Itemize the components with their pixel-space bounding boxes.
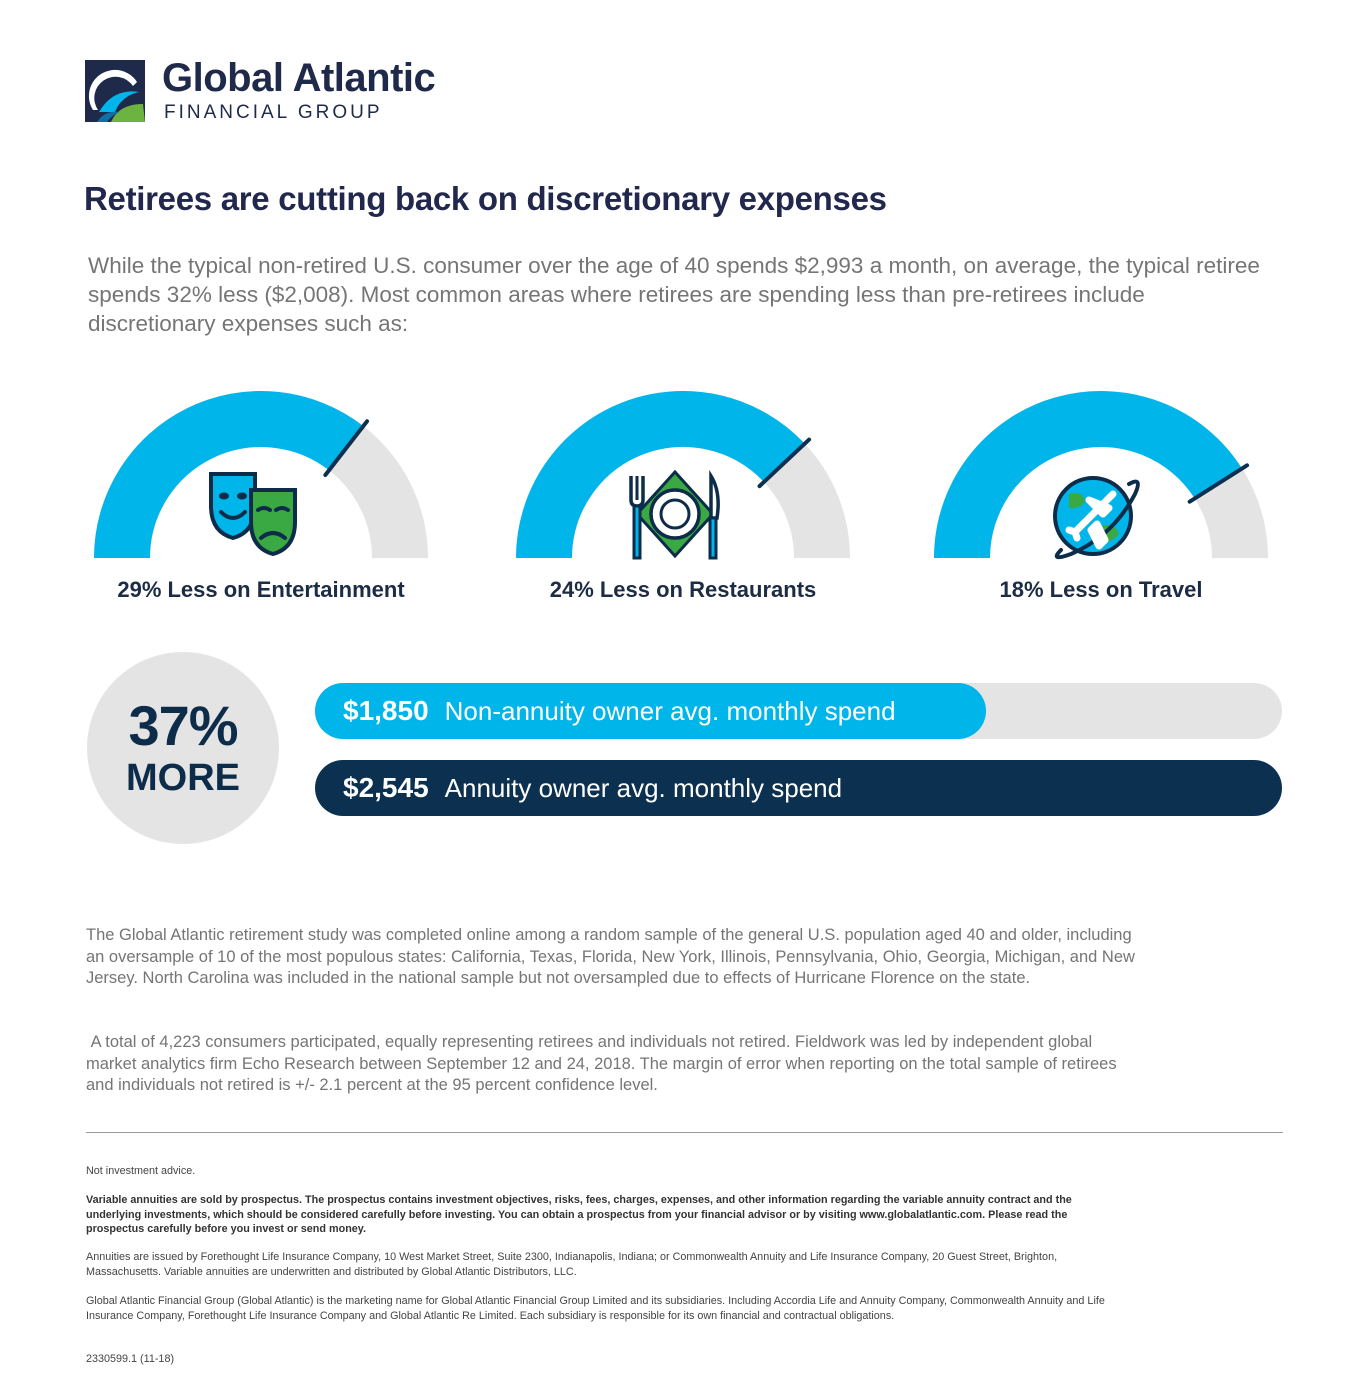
theater-masks-icon xyxy=(203,466,303,566)
methodology-paragraph: The Global Atlantic retirement study was completed online among a random sample of the general U.S. population aged 40 and older, including an oversample of 10 of the most populous states: California, Texas, Florida, New York, Illinois, Pennsylvania, Ohio, Georgia, Michigan, and New Jersey. North Carolina was included in the national sample but not oversampled due to effects of Hurricane Florence on the state. xyxy=(86,926,1135,987)
gauge-travel xyxy=(928,388,1274,618)
percent-more-value: 37% xyxy=(128,694,238,757)
disclosure-marketing-text: Global Atlantic Financial Group (Global Atlantic) is the marketing name for Global Atlantic Financial Group Limited and its subsidiaries. Including Accordia Life and Annuity Company, Commonwealth Annuity and Life Insurance Company, Forethought Life Insurance Company and Global Atlantic Re Limited. Each subsidiary is responsible for its own financial and contractual obligations. xyxy=(86,1295,1105,1322)
gauge-restaurants xyxy=(510,388,856,618)
brand-name: Global Atlantic xyxy=(162,56,436,100)
bar-value-label: $2,545 xyxy=(343,772,429,803)
globe-airplane-icon xyxy=(1043,466,1143,566)
disclosure-issuer-text: Annuities are issued by Forethought Life Insurance Company, 10 West Market Street, Suite 2300, Indianapolis, Indiana; or Commonwealth Annuity and Life Insurance Company, 20 Guest Street, Brighton, Massachusetts. Variable annuities are underwritten and distributed by Global Atlantic Distributors, LLC. xyxy=(86,1251,1058,1278)
divider xyxy=(86,1132,1283,1133)
non-annuity-bar-track xyxy=(315,683,1282,739)
bar-category-label: Non-annuity owner avg. monthly spend xyxy=(444,696,896,726)
plate-and-cutlery-icon xyxy=(625,466,725,566)
gauge-label: 18% Less on Travel xyxy=(999,577,1203,602)
brand-logo xyxy=(85,56,505,124)
percent-more-badge xyxy=(87,652,279,844)
percent-more-word: MORE xyxy=(126,757,240,799)
gauge-label: 24% Less on Restaurants xyxy=(549,577,817,602)
document-code: 2330599.1 (11-18) xyxy=(86,1353,175,1365)
page-title: Retirees are cutting back on discretionary expenses xyxy=(84,180,887,217)
bar-value-label: $1,850 xyxy=(343,695,429,726)
wave-logo-icon xyxy=(85,60,145,122)
methodology-paragraph: A total of 4,223 consumers participated, equally representing retirees and individuals not retired. Fieldwork was led by independent global market analytics firm Echo Research between September 12 and 24, 2018. The margin of error when reporting on the total sample of retirees and individuals not retired is +/- 2.1 percent at the 95 percent confidence level. xyxy=(86,1033,1122,1094)
gauge-entertainment xyxy=(88,388,434,618)
disclosure-prospectus-text: Variable annuities are sold by prospectus. The prospectus contains investment objectives, risks, fees, charges, expenses, and other information regarding the variable annuity contract and the underlying investments, which should be considered carefully before investing. You can obtain a prospectus from your financial advisor or by visiting www.globalatlantic.com. Please read the prospectus carefully before you invest or send money. xyxy=(86,1194,1072,1235)
brand-subtitle: FINANCIAL GROUP xyxy=(164,102,383,123)
annuity-bar-text xyxy=(343,760,842,816)
non-annuity-bar-text xyxy=(343,683,896,739)
annuity-bar xyxy=(315,760,1282,816)
disclosure-text: Not investment advice. xyxy=(86,1165,196,1177)
bar-category-label: Annuity owner avg. monthly spend xyxy=(444,773,843,803)
gauge-label: 29% Less on Entertainment xyxy=(117,577,405,602)
intro-paragraph: While the typical non-retired U.S. consumer over the age of 40 spends $2,993 a month, on average, the typical retiree spends 32% less ($2,008). Most common areas where retirees are spending less than pre-retirees include discretionary expenses such as: xyxy=(88,253,1260,336)
